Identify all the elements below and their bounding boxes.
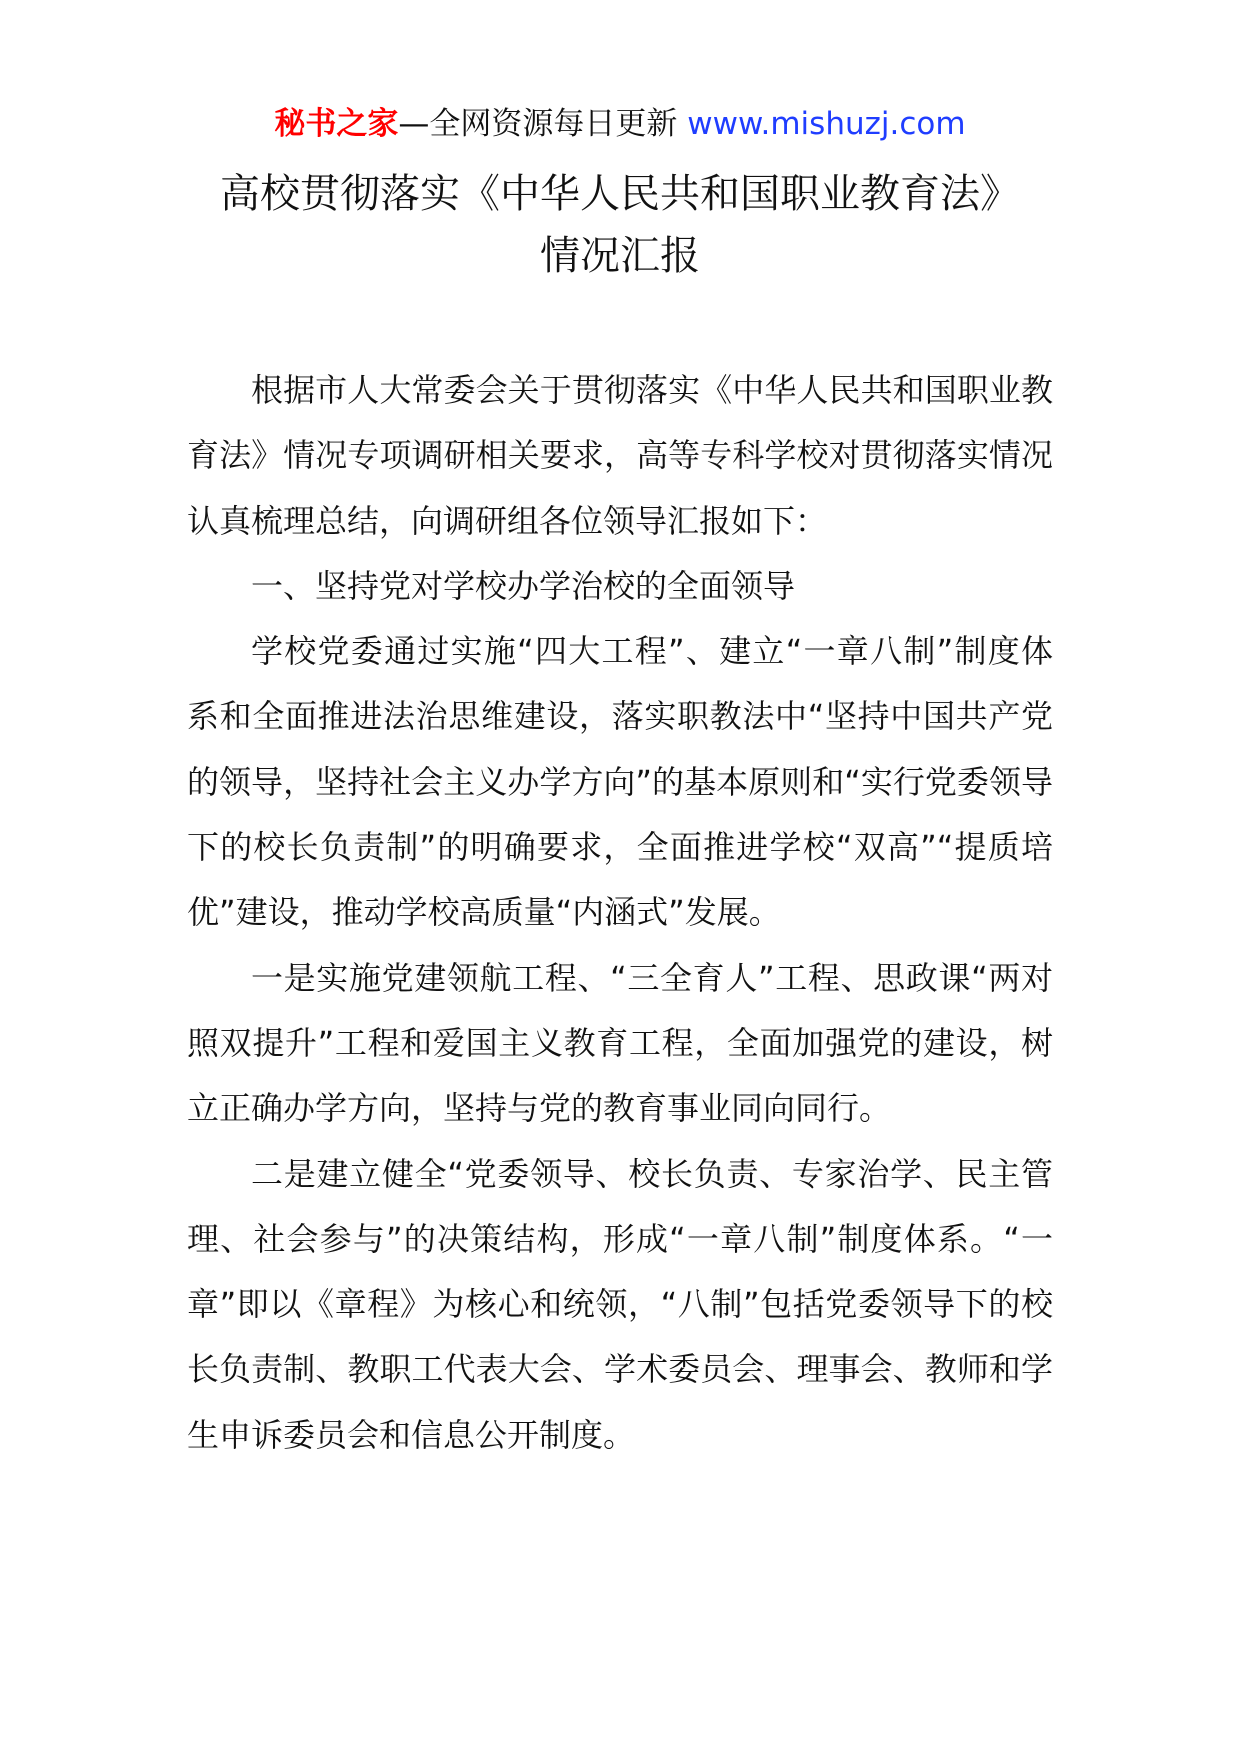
paragraph-section-1-summary: 学校党委通过实施“四大工程”、建立“一章八制”制度体系和全面推进法治思维建设，落实职教法中“坚持中国共产党的领导，坚持社会主义办学方向”的基本原则和“实行党委领导下的校长负责制”的明确要求，全面推进学校“双高”“提质培优”建设，推动学校高质量“内涵式”发展。 [187,632,1053,932]
document-title-line-1: 高校贯彻落实《中华人民共和国职业教育法》 [220,171,1020,217]
paragraph-point-1: 一是实施党建领航工程、“三全育人”工程、思政课“两对照双提升”工程和爱国主义教育工程，全面加强党的建设，树立正确办学方向，坚持与党的教育事业同向同行。 [187,958,1053,1128]
section-heading-1: 一、坚持党对学校办学治校的全面领导 [251,566,796,605]
document-body [187,358,1053,1468]
brand-name: 秘书之家 [274,106,399,142]
header-slogan: —全网资源每日更新 [398,106,678,142]
site-url-link[interactable]: www.mishuzj.com [687,106,966,142]
document-title-line-2: 情况汇报 [540,233,700,279]
paragraph-point-2: 二是建立健全“党委领导、校长负责、专家治学、民主管理、社会参与”的决策结构，形成“一章八制”制度体系。“一章”即以《章程》为核心和统领，“八制”包括党委领导下的校长负责制、教职工代表大会、学术委员会、理事会、教师和学生申诉委员会和信息公开制度。 [187,1154,1053,1454]
source-header [0,104,1240,144]
paragraph-intro: 根据市人大常委会关于贯彻落实《中华人民共和国职业教育法》情况专项调研相关要求，高等专科学校对贯彻落实情况认真梳理总结，向调研组各位领导汇报如下： [187,371,1053,540]
